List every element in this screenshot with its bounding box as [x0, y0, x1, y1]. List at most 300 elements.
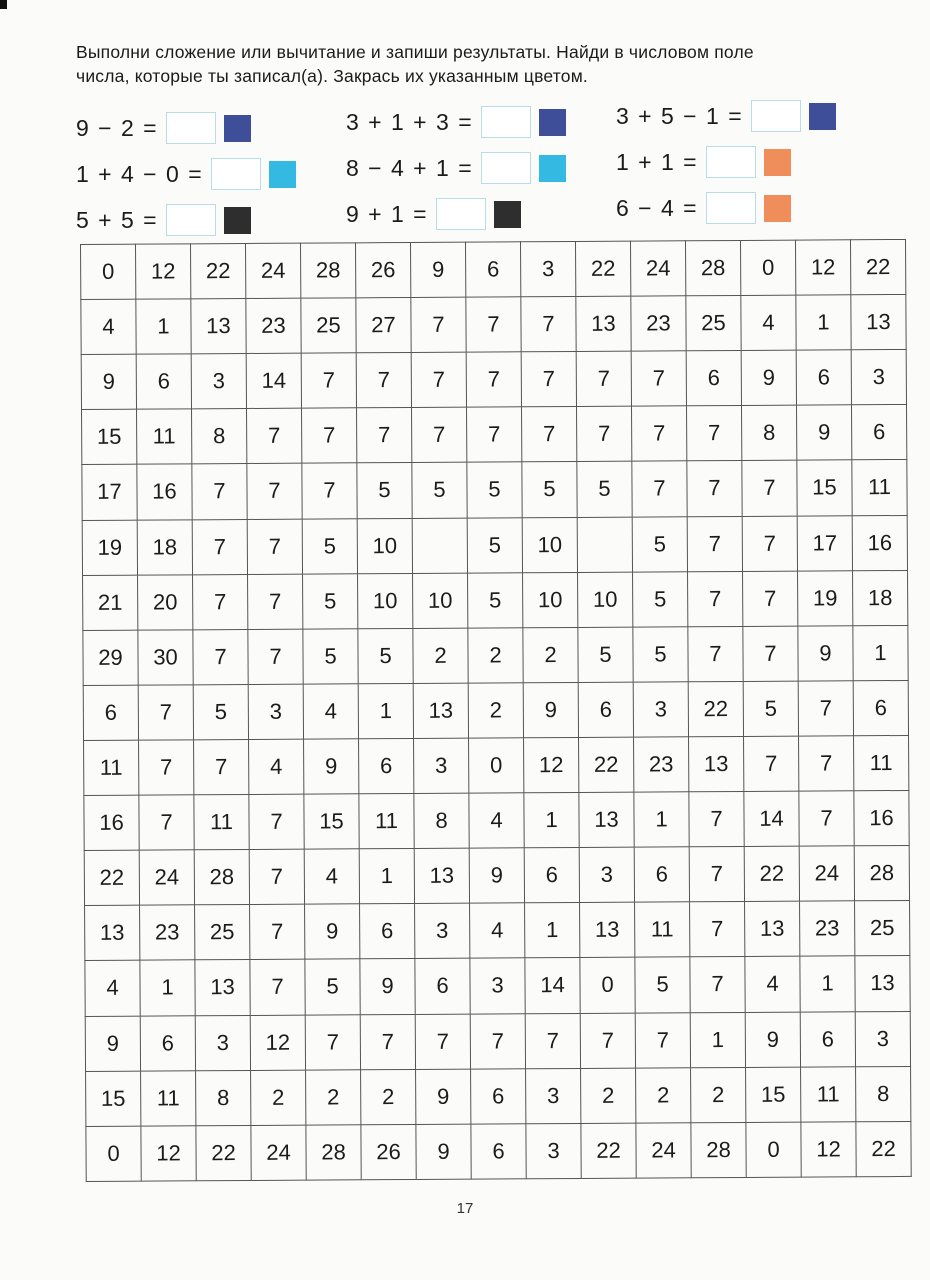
field-cell[interactable]: 7 — [411, 352, 466, 407]
field-cell[interactable]: 25 — [855, 901, 910, 956]
field-cell[interactable]: 9 — [745, 1012, 800, 1067]
answer-box[interactable] — [706, 192, 756, 224]
field-row — [83, 570, 908, 630]
field-cell[interactable]: 4 — [741, 295, 796, 350]
field-cell[interactable]: 7 — [687, 516, 742, 571]
field-cell[interactable]: 7 — [302, 463, 357, 518]
field-cell[interactable]: 10 — [522, 517, 577, 572]
field-cell[interactable]: 7 — [470, 1013, 525, 1068]
field-cell[interactable]: 20 — [138, 574, 193, 629]
field-cell[interactable]: 15 — [86, 1071, 141, 1126]
field-cell[interactable]: 7 — [521, 297, 576, 352]
field-cell[interactable]: 7 — [689, 792, 744, 847]
color-swatch — [764, 149, 791, 176]
exercise-2 — [346, 104, 566, 140]
field-cell[interactable]: 5 — [467, 462, 522, 517]
field-cell[interactable]: 6 — [851, 405, 906, 460]
field-cell[interactable]: 5 — [633, 571, 688, 626]
field-cell[interactable]: 4 — [85, 961, 140, 1016]
field-cell[interactable]: 3 — [855, 1011, 910, 1066]
field-cell[interactable]: 1 — [853, 625, 908, 680]
answer-box[interactable] — [166, 112, 216, 144]
field-cell[interactable]: 5 — [305, 959, 360, 1014]
field-cell[interactable]: 3 — [248, 684, 303, 739]
field-cell[interactable]: 23 — [246, 298, 301, 353]
field-cell[interactable]: 4 — [81, 299, 136, 354]
field-cell[interactable]: 9 — [416, 1124, 471, 1180]
field-cell[interactable]: 7 — [248, 629, 303, 684]
field-cell[interactable]: 22 — [579, 737, 634, 792]
field-cell[interactable]: 6 — [800, 1011, 855, 1066]
field-cell[interactable]: 5 — [633, 627, 688, 682]
field-cell[interactable]: 6 — [360, 904, 415, 959]
exercise-1 — [76, 110, 251, 146]
field-cell[interactable]: 5 — [743, 681, 798, 736]
field-cell[interactable]: 5 — [193, 684, 248, 739]
field-cell[interactable]: 13 — [689, 736, 744, 791]
field-cell[interactable]: 4 — [304, 849, 359, 904]
number-field — [80, 239, 912, 1182]
field-cell[interactable]: 5 — [577, 462, 632, 517]
exercise-expression: 3 + 5 − 1 = — [616, 102, 744, 129]
field-cell[interactable]: 2 — [468, 628, 523, 683]
field-cell[interactable]: 12 — [136, 244, 191, 299]
field-cell[interactable]: 28 — [691, 1122, 746, 1178]
field-row — [81, 295, 906, 355]
field-cell[interactable]: 2 — [636, 1067, 691, 1122]
field-cell[interactable]: 7 — [799, 736, 854, 791]
field-cell[interactable]: 25 — [686, 296, 741, 351]
field-cell[interactable]: 13 — [413, 683, 468, 738]
field-cell[interactable]: 1 — [359, 849, 414, 904]
field-cell[interactable]: 13 — [414, 848, 469, 903]
field-cell[interactable]: 1 — [140, 960, 195, 1015]
answer-box[interactable] — [751, 100, 801, 132]
field-cell[interactable]: 10 — [413, 573, 468, 628]
field-cell[interactable]: 11 — [801, 1066, 856, 1121]
field-cell[interactable]: 1 — [525, 903, 580, 958]
field-cell[interactable]: 6 — [83, 685, 138, 740]
field-cell[interactable]: 13 — [745, 901, 800, 956]
field-cell[interactable]: 4 — [249, 739, 304, 794]
field-cell[interactable]: 13 — [580, 902, 635, 957]
field-cell[interactable]: 5 — [635, 957, 690, 1012]
field-cell[interactable]: 1 — [524, 793, 579, 848]
field-cell[interactable]: 0 — [86, 1126, 141, 1182]
field-cell[interactable]: 9 — [796, 405, 851, 460]
field-cell[interactable]: 8 — [414, 793, 469, 848]
field-cell[interactable]: 8 — [192, 409, 247, 464]
field-cell[interactable]: 11 — [635, 902, 690, 957]
field-cell[interactable]: 7 — [522, 407, 577, 462]
field-row — [82, 405, 907, 465]
field-cell[interactable]: 7 — [687, 406, 742, 461]
field-cell[interactable]: 7 — [193, 574, 248, 629]
field-cell[interactable]: 13 — [851, 295, 906, 350]
field-cell[interactable]: 22 — [196, 1125, 251, 1181]
field-cell[interactable]: 28 — [306, 1125, 361, 1181]
field-cell[interactable]: 11 — [194, 795, 249, 850]
field-cell[interactable]: 7 — [521, 352, 576, 407]
answer-box[interactable] — [706, 146, 756, 178]
field-cell[interactable]: 11 — [854, 735, 909, 790]
exercise-expression: 1 + 1 = — [616, 148, 699, 175]
field-cell[interactable]: 8 — [196, 1070, 251, 1125]
field-cell[interactable]: 7 — [248, 574, 303, 629]
field-cell[interactable]: 10 — [578, 572, 633, 627]
field-cell[interactable]: 12 — [795, 240, 850, 295]
exercise-expression: 6 − 4 = — [616, 194, 699, 221]
field-cell[interactable]: 7 — [193, 629, 248, 684]
field-cell[interactable]: 16 — [854, 791, 909, 846]
field-cell[interactable]: 28 — [194, 850, 249, 905]
field-cell[interactable]: 7 — [635, 1012, 690, 1067]
field-cell[interactable]: 26 — [361, 1124, 416, 1180]
field-cell[interactable]: 1 — [690, 1012, 745, 1067]
field-cell[interactable]: 7 — [360, 1014, 415, 1069]
field-cell[interactable]: 7 — [412, 407, 467, 462]
field-cell[interactable]: 7 — [301, 353, 356, 408]
field-cell[interactable]: 28 — [300, 243, 355, 298]
field-cell[interactable]: 6 — [853, 680, 908, 735]
field-cell[interactable]: 10 — [357, 518, 412, 573]
field-cell[interactable]: 6 — [471, 1068, 526, 1123]
field-cell[interactable]: 2 — [251, 1070, 306, 1125]
field-cell[interactable]: 4 — [303, 684, 358, 739]
field-cell[interactable]: 3 — [191, 354, 246, 409]
field-cell[interactable]: 2 — [523, 627, 578, 682]
field-cell[interactable] — [577, 517, 632, 572]
field-row — [84, 846, 909, 906]
field-cell[interactable]: 9 — [741, 350, 796, 405]
field-cell[interactable]: 14 — [525, 958, 580, 1013]
field-cell[interactable]: 7 — [356, 353, 411, 408]
field-cell[interactable]: 9 — [360, 959, 415, 1014]
field-cell[interactable]: 7 — [798, 681, 853, 736]
field-cell[interactable]: 3 — [579, 847, 634, 902]
field-cell[interactable]: 11 — [852, 460, 907, 515]
field-cell[interactable]: 5 — [303, 573, 358, 628]
field-cell[interactable]: 5 — [358, 628, 413, 683]
field-cell[interactable]: 1 — [800, 956, 855, 1011]
field-cell[interactable]: 7 — [576, 351, 631, 406]
field-cell[interactable]: 14 — [744, 791, 799, 846]
field-row — [84, 791, 909, 851]
field-cell[interactable]: 19 — [798, 570, 853, 625]
field-cell[interactable]: 7 — [247, 519, 302, 574]
field-cell[interactable]: 22 — [581, 1123, 636, 1179]
field-cell[interactable]: 7 — [194, 739, 249, 794]
field-cell[interactable]: 9 — [85, 1016, 140, 1071]
field-cell[interactable]: 3 — [520, 241, 575, 296]
field-cell[interactable]: 7 — [688, 571, 743, 626]
field-cell[interactable]: 7 — [742, 461, 797, 516]
answer-box[interactable] — [481, 106, 531, 138]
field-cell[interactable]: 7 — [688, 626, 743, 681]
field-cell[interactable]: 9 — [416, 1069, 471, 1124]
field-cell[interactable]: 0 — [469, 738, 524, 793]
exercise-expression: 8 − 4 + 1 = — [346, 154, 474, 181]
field-cell[interactable]: 6 — [634, 847, 689, 902]
field-cell[interactable]: 19 — [82, 520, 137, 575]
field-cell[interactable]: 13 — [579, 792, 634, 847]
field-cell[interactable]: 5 — [357, 463, 412, 518]
field-cell[interactable]: 9 — [81, 354, 136, 409]
field-cell[interactable]: 24 — [139, 850, 194, 905]
field-cell[interactable]: 10 — [523, 572, 578, 627]
field-cell[interactable]: 28 — [685, 240, 740, 295]
field-cell[interactable]: 7 — [249, 849, 304, 904]
field-cell[interactable]: 15 — [82, 409, 137, 464]
field-cell[interactable]: 13 — [855, 956, 910, 1011]
field-cell[interactable]: 6 — [471, 1124, 526, 1180]
field-cell[interactable]: 21 — [83, 575, 138, 630]
field-row — [81, 350, 906, 410]
answer-box[interactable] — [436, 198, 486, 230]
field-cell[interactable]: 4 — [470, 903, 525, 958]
field-cell[interactable]: 7 — [689, 847, 744, 902]
field-cell[interactable]: 1 — [136, 299, 191, 354]
field-cell[interactable]: 26 — [355, 242, 410, 297]
field-cell[interactable]: 3 — [633, 682, 688, 737]
field-cell[interactable]: 6 — [136, 354, 191, 409]
field-cell[interactable]: 2 — [691, 1067, 746, 1122]
field-cell[interactable]: 6 — [686, 351, 741, 406]
field-cell[interactable]: 3 — [851, 350, 906, 405]
answer-box[interactable] — [166, 204, 216, 236]
field-cell[interactable]: 7 — [525, 1013, 580, 1068]
field-cell[interactable]: 3 — [526, 1068, 581, 1123]
field-cell[interactable]: 8 — [856, 1066, 911, 1121]
field-cell[interactable]: 12 — [141, 1126, 196, 1182]
field-cell[interactable]: 16 — [137, 464, 192, 519]
field-cell[interactable]: 5 — [412, 463, 467, 518]
field-cell[interactable]: 7 — [632, 461, 687, 516]
field-cell[interactable]: 9 — [304, 739, 359, 794]
field-cell[interactable]: 1 — [796, 295, 851, 350]
field-cell[interactable]: 13 — [85, 905, 140, 960]
exercise-expression: 9 + 1 = — [346, 200, 429, 227]
exercise-expression: 5 + 5 = — [76, 206, 159, 233]
field-cell[interactable]: 25 — [301, 298, 356, 353]
exercise-4 — [76, 156, 296, 192]
field-cell[interactable]: 27 — [356, 298, 411, 353]
field-cell[interactable]: 22 — [744, 846, 799, 901]
exercise-6 — [616, 144, 791, 180]
field-cell[interactable]: 11 — [359, 794, 414, 849]
field-cell[interactable]: 7 — [690, 957, 745, 1012]
field-cell[interactable]: 12 — [250, 1015, 305, 1070]
field-cell[interactable]: 0 — [81, 244, 136, 299]
field-cell[interactable]: 0 — [746, 1122, 801, 1178]
field-cell[interactable]: 7 — [247, 408, 302, 463]
field-cell[interactable]: 24 — [245, 243, 300, 298]
field-cell[interactable]: 5 — [522, 462, 577, 517]
field-cell[interactable]: 7 — [138, 685, 193, 740]
field-cell[interactable]: 7 — [415, 1014, 470, 1069]
field-cell[interactable]: 6 — [415, 959, 470, 1014]
exercise-3 — [616, 98, 836, 134]
field-row — [82, 515, 907, 575]
field-cell[interactable]: 7 — [305, 1014, 360, 1069]
field-cell[interactable]: 23 — [634, 737, 689, 792]
field-cell[interactable]: 2 — [306, 1069, 361, 1124]
field-cell[interactable]: 9 — [469, 848, 524, 903]
field-cell[interactable]: 5 — [468, 572, 523, 627]
field-cell[interactable]: 0 — [580, 958, 635, 1013]
field-cell[interactable]: 17 — [82, 465, 137, 520]
field-cell[interactable]: 4 — [745, 957, 800, 1012]
field-row — [86, 1066, 911, 1126]
field-cell[interactable]: 7 — [743, 626, 798, 681]
field-cell[interactable]: 3 — [470, 958, 525, 1013]
field-row — [85, 1011, 910, 1071]
field-cell[interactable]: 10 — [358, 573, 413, 628]
field-cell[interactable]: 12 — [801, 1122, 856, 1178]
field-cell[interactable]: 9 — [523, 682, 578, 737]
field-cell[interactable]: 2 — [468, 683, 523, 738]
exercises-block — [76, 98, 896, 244]
field-cell[interactable]: 6 — [140, 1015, 195, 1070]
exercise-expression: 1 + 4 − 0 = — [76, 160, 204, 187]
field-cell[interactable]: 22 — [191, 243, 246, 298]
field-cell[interactable]: 6 — [359, 738, 414, 793]
field-cell[interactable]: 7 — [139, 795, 194, 850]
color-swatch — [539, 109, 566, 136]
field-cell[interactable]: 3 — [195, 1015, 250, 1070]
field-cell[interactable]: 7 — [742, 516, 797, 571]
field-cell[interactable]: 22 — [856, 1121, 911, 1177]
field-cell[interactable]: 3 — [414, 738, 469, 793]
field-cell[interactable]: 12 — [524, 737, 579, 792]
field-cell[interactable]: 5 — [302, 518, 357, 573]
field-cell[interactable]: 7 — [467, 407, 522, 462]
field-cell[interactable]: 18 — [853, 570, 908, 625]
field-cell[interactable]: 16 — [852, 515, 907, 570]
answer-box[interactable] — [211, 158, 261, 190]
field-cell[interactable]: 2 — [413, 628, 468, 683]
field-cell[interactable]: 6 — [524, 848, 579, 903]
field-cell[interactable]: 22 — [850, 239, 905, 294]
field-cell[interactable]: 11 — [141, 1070, 196, 1125]
field-cell[interactable]: 29 — [83, 630, 138, 685]
field-cell[interactable]: 24 — [636, 1123, 691, 1179]
field-cell[interactable]: 7 — [632, 406, 687, 461]
field-cell[interactable]: 1 — [358, 683, 413, 738]
color-swatch — [224, 115, 251, 142]
field-cell[interactable]: 14 — [246, 353, 301, 408]
field-cell[interactable]: 7 — [247, 464, 302, 519]
field-cell[interactable]: 15 — [304, 794, 359, 849]
field-cell[interactable]: 1 — [634, 792, 689, 847]
field-cell[interactable]: 9 — [410, 242, 465, 297]
field-cell[interactable]: 24 — [799, 846, 854, 901]
field-cell[interactable]: 7 — [411, 297, 466, 352]
field-cell[interactable]: 24 — [630, 241, 685, 296]
field-cell[interactable]: 13 — [195, 960, 250, 1015]
field-cell[interactable]: 2 — [361, 1069, 416, 1124]
field-cell[interactable]: 9 — [798, 626, 853, 681]
field-cell[interactable]: 5 — [632, 516, 687, 571]
field-cell[interactable]: 7 — [139, 740, 194, 795]
field-cell[interactable]: 9 — [305, 904, 360, 959]
field-cell[interactable]: 3 — [526, 1123, 581, 1179]
field-cell[interactable]: 23 — [631, 296, 686, 351]
field-cell[interactable]: 24 — [251, 1125, 306, 1181]
field-cell[interactable]: 7 — [687, 461, 742, 516]
field-cell[interactable]: 22 — [84, 850, 139, 905]
field-cell[interactable]: 15 — [797, 460, 852, 515]
exercise-5 — [346, 150, 566, 186]
field-cell[interactable]: 7 — [466, 297, 521, 352]
color-swatch — [764, 195, 791, 222]
field-cell[interactable]: 8 — [742, 405, 797, 460]
field-cell[interactable]: 6 — [578, 682, 633, 737]
field-cell[interactable]: 7 — [249, 794, 304, 849]
field-cell[interactable]: 7 — [192, 519, 247, 574]
field-cell[interactable]: 22 — [688, 681, 743, 736]
field-cell[interactable]: 23 — [140, 905, 195, 960]
field-cell[interactable]: 7 — [250, 960, 305, 1015]
field-cell[interactable]: 30 — [138, 630, 193, 685]
field-cell[interactable]: 11 — [137, 409, 192, 464]
field-cell[interactable]: 28 — [854, 846, 909, 901]
field-cell[interactable]: 7 — [357, 408, 412, 463]
field-cell[interactable]: 0 — [740, 240, 795, 295]
field-row — [85, 901, 910, 961]
field-cell[interactable]: 25 — [195, 905, 250, 960]
field-cell[interactable]: 23 — [800, 901, 855, 956]
field-cell[interactable]: 4 — [469, 793, 524, 848]
field-cell[interactable]: 5 — [303, 629, 358, 684]
field-cell[interactable]: 18 — [137, 519, 192, 574]
field-cell[interactable]: 5 — [578, 627, 633, 682]
field-cell[interactable]: 6 — [465, 242, 520, 297]
field-cell[interactable]: 16 — [84, 795, 139, 850]
field-cell[interactable]: 7 — [250, 904, 305, 959]
exercise-expression: 3 + 1 + 3 = — [346, 108, 474, 135]
field-cell[interactable]: 7 — [192, 464, 247, 519]
field-cell[interactable]: 6 — [796, 350, 851, 405]
field-cell[interactable]: 17 — [797, 515, 852, 570]
field-cell[interactable]: 5 — [467, 517, 522, 572]
field-cell[interactable]: 7 — [466, 352, 521, 407]
page-number: 17 — [456, 1200, 474, 1217]
answer-box[interactable] — [481, 152, 531, 184]
color-swatch — [224, 207, 251, 234]
scan-corner-mark — [0, 0, 7, 9]
field-cell[interactable]: 2 — [581, 1068, 636, 1123]
field-cell[interactable]: 13 — [191, 299, 246, 354]
field-cell[interactable]: 22 — [575, 241, 630, 296]
field-cell[interactable]: 7 — [744, 736, 799, 791]
field-cell[interactable]: 3 — [415, 903, 470, 958]
field-cell[interactable]: 7 — [302, 408, 357, 463]
color-swatch — [539, 155, 566, 182]
color-swatch — [269, 161, 296, 188]
field-cell[interactable]: 7 — [631, 351, 686, 406]
field-cell[interactable]: 7 — [580, 1013, 635, 1068]
field-cell[interactable]: 11 — [84, 740, 139, 795]
field-cell[interactable]: 7 — [799, 791, 854, 846]
field-cell[interactable]: 13 — [576, 296, 631, 351]
field-cell[interactable]: 7 — [743, 571, 798, 626]
field-cell[interactable]: 7 — [690, 902, 745, 957]
field-cell[interactable] — [412, 518, 467, 573]
field-cell[interactable]: 15 — [746, 1067, 801, 1122]
instruction-text — [76, 40, 894, 88]
field-cell[interactable]: 7 — [577, 406, 632, 461]
